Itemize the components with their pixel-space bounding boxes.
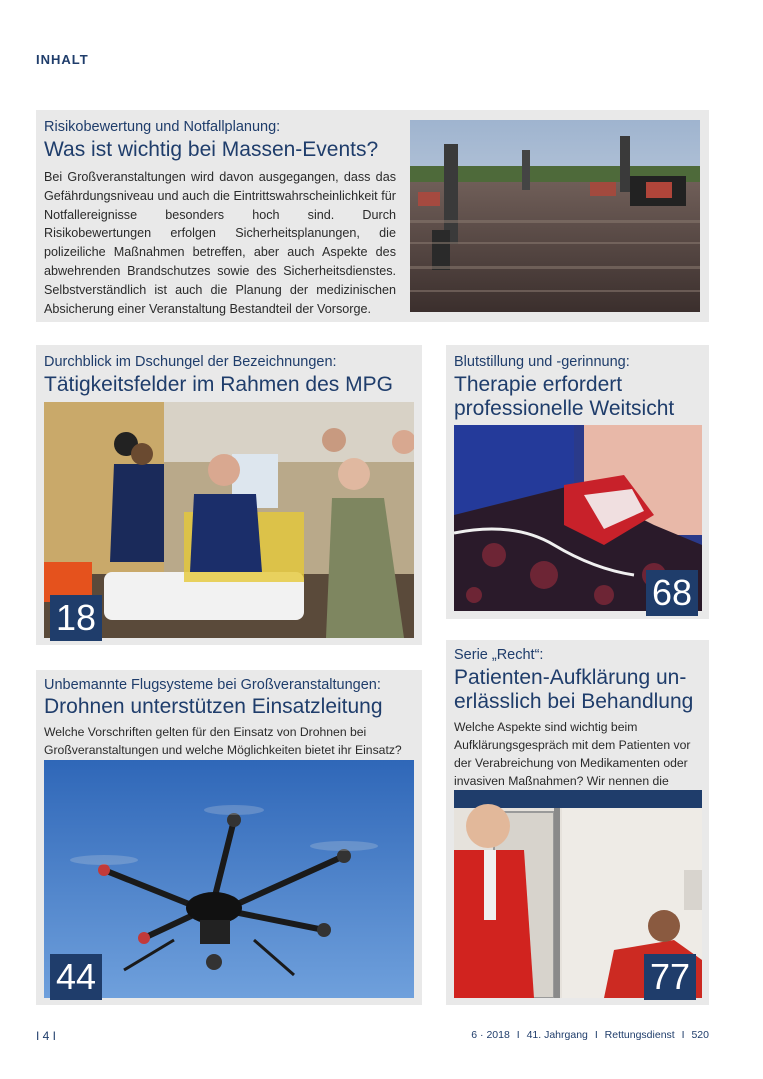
footer-issue-number: 6 · 2018 xyxy=(471,1029,510,1041)
footer-issue xyxy=(471,1029,709,1041)
article-title: Tätigkeitsfelder im Rahmen des MPG xyxy=(44,373,393,396)
article-title: Drohnen unterstützen Einsatzleitung xyxy=(44,695,383,718)
article-kicker: Unbemannte Flugsysteme bei Großveranstaltungen: xyxy=(44,677,381,693)
footer-volume: 41. Jahrgang xyxy=(526,1029,588,1041)
article-teaser: Welche Aspekte sind wichtig beim Aufklärungsgespräch mit dem Patienten vor der Verabreichung von Medikamenten oder invasiven Maßnahmen? Wir nennen die xyxy=(454,720,691,788)
page-number-badge: 18 xyxy=(50,595,102,641)
footer-separator: I xyxy=(594,1029,598,1041)
concert-crowd-photo xyxy=(410,120,700,312)
article-title xyxy=(454,373,704,421)
article-body: Bei Großveranstaltungen wird davon ausgegangen, dass das Gefährdungsniveau und auch die Eintrittswahrscheinlichkeit für Notfallereignisse besonders hoch sind. Durch Risikobewertungen erfolgen Sicherheitsplanungen, die polizeiliche Maßnahmen betreffen, aber auch Aspekte des abwehrenden Brandschutzes sowie des Sicherheitsdienstes. Selbstverständlich ist auch die Planung der medizinischen Absicherung einer Veranstaltung Bestandteil der Vorsorge. xyxy=(44,170,396,316)
article-kicker: Risikobewertung und Notfallplanung: xyxy=(44,119,281,135)
page-number-badge: 77 xyxy=(644,954,696,1000)
article-events[interactable] xyxy=(36,110,709,322)
article-mpg[interactable] xyxy=(36,345,422,645)
article-recht[interactable] xyxy=(446,640,709,1005)
page-number-badge: 44 xyxy=(50,954,102,1000)
footer-magazine: Rettungsdienst xyxy=(604,1029,675,1041)
article-kicker: Durchblick im Dschungel der Bezeichnungen: xyxy=(44,354,337,370)
article-kicker: Serie „Recht“: xyxy=(454,647,544,663)
article-drohnen[interactable] xyxy=(36,670,422,1005)
article-title: Was ist wichtig bei Massen-Events? xyxy=(44,138,379,161)
section-label: INHALT xyxy=(36,52,89,67)
article-kicker: Blutstillung und -gerinnung: xyxy=(454,354,630,370)
page-number-badge: 68 xyxy=(646,570,698,616)
title-line: erlässlich bei Behandlung xyxy=(454,690,694,713)
article-title xyxy=(454,666,704,714)
title-line: Therapie erfordert xyxy=(454,373,623,396)
title-line: Patienten-Aufklärung un- xyxy=(454,666,687,689)
article-teaser: Welche Vorschriften gelten für den Einsatz von Drohnen bei Großveranstaltungen und welche Möglichkeiten bietet ihr Einsatz? xyxy=(44,725,402,757)
title-line: professionelle Weitsicht xyxy=(454,397,675,420)
footer-separator: I xyxy=(516,1029,520,1041)
article-blutstillung[interactable] xyxy=(446,345,709,619)
footer-separator: I xyxy=(681,1029,685,1041)
footer-page-number: I 4 I xyxy=(36,1029,57,1043)
footer-page: 520 xyxy=(691,1029,709,1041)
